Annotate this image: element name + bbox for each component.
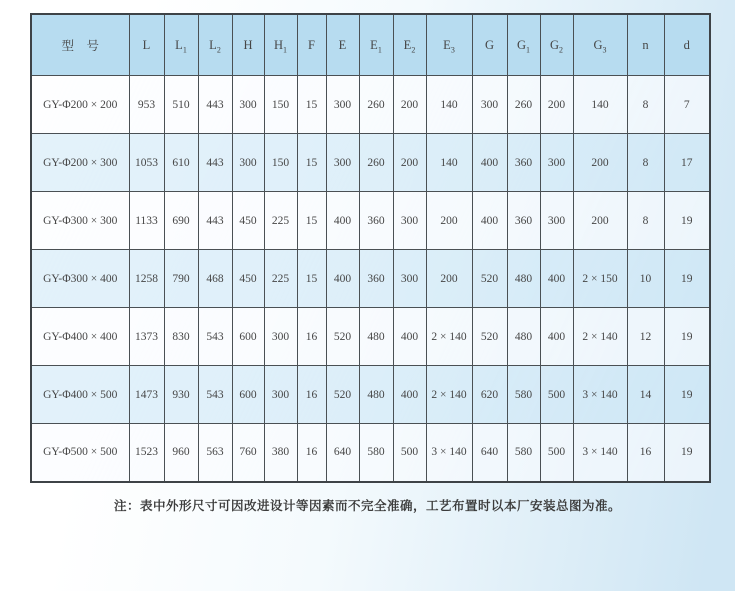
value-cell: 500: [393, 424, 426, 482]
value-cell: 225: [264, 250, 297, 308]
column-header: [359, 14, 393, 76]
value-cell: 480: [507, 250, 540, 308]
value-cell: 400: [326, 250, 359, 308]
value-cell: 300: [540, 192, 573, 250]
value-cell: 260: [359, 76, 393, 134]
column-header-label: H: [243, 37, 253, 52]
value-cell: 200: [426, 192, 472, 250]
value-cell: 15: [297, 134, 326, 192]
value-cell: 930: [164, 366, 198, 424]
model-cell: GY-Φ500 × 500: [31, 424, 129, 482]
table-header-row: [31, 14, 710, 76]
value-cell: 580: [507, 366, 540, 424]
column-header: [129, 14, 164, 76]
value-cell: 450: [232, 250, 264, 308]
value-cell: 200: [573, 134, 627, 192]
column-header-subscript: 2: [411, 45, 416, 54]
column-header: [573, 14, 627, 76]
column-header: [540, 14, 573, 76]
value-cell: 400: [472, 192, 507, 250]
value-cell: 1373: [129, 308, 164, 366]
column-header-label: G: [516, 37, 527, 52]
column-header-label: G: [549, 37, 560, 52]
value-cell: 520: [472, 308, 507, 366]
value-cell: 300: [393, 250, 426, 308]
column-header-label: E: [338, 37, 347, 52]
table-body: [31, 76, 710, 482]
value-cell: 520: [326, 366, 359, 424]
column-header-subscript: 1: [283, 45, 288, 54]
model-cell: GY-Φ400 × 500: [31, 366, 129, 424]
value-cell: 15: [297, 250, 326, 308]
table-row: [31, 308, 710, 366]
column-header: [31, 14, 129, 76]
value-cell: 8: [627, 134, 664, 192]
value-cell: 690: [164, 192, 198, 250]
column-header-label: L: [142, 37, 151, 52]
model-cell: GY-Φ300 × 300: [31, 192, 129, 250]
column-header: [507, 14, 540, 76]
value-cell: 790: [164, 250, 198, 308]
value-cell: 300: [540, 134, 573, 192]
value-cell: 16: [297, 308, 326, 366]
column-header-subscript: 2: [559, 45, 564, 54]
table-row: [31, 424, 710, 482]
value-cell: 400: [540, 250, 573, 308]
column-header-label: L: [175, 37, 183, 52]
table-row: [31, 250, 710, 308]
value-cell: 543: [198, 366, 232, 424]
value-cell: 300: [232, 76, 264, 134]
value-cell: 480: [507, 308, 540, 366]
value-cell: 3 × 140: [426, 424, 472, 482]
column-header-label: L: [209, 37, 217, 52]
value-cell: 960: [164, 424, 198, 482]
value-cell: 640: [472, 424, 507, 482]
value-cell: 2 × 140: [426, 366, 472, 424]
value-cell: 300: [326, 134, 359, 192]
value-cell: 760: [232, 424, 264, 482]
value-cell: 400: [326, 192, 359, 250]
column-header-label: d: [683, 37, 690, 52]
value-cell: 360: [359, 192, 393, 250]
value-cell: 500: [540, 366, 573, 424]
value-cell: 200: [540, 76, 573, 134]
value-cell: 543: [198, 308, 232, 366]
value-cell: 360: [507, 192, 540, 250]
value-cell: 140: [573, 76, 627, 134]
value-cell: 17: [664, 134, 710, 192]
value-cell: 19: [664, 192, 710, 250]
column-header: [264, 14, 297, 76]
column-header: [326, 14, 359, 76]
column-header: [472, 14, 507, 76]
table-row: [31, 366, 710, 424]
column-header-subscript: 1: [182, 45, 187, 54]
column-header: [393, 14, 426, 76]
value-cell: 19: [664, 366, 710, 424]
value-cell: 443: [198, 134, 232, 192]
value-cell: 8: [627, 76, 664, 134]
column-header: [198, 14, 232, 76]
value-cell: 468: [198, 250, 232, 308]
value-cell: 16: [297, 424, 326, 482]
value-cell: 580: [507, 424, 540, 482]
column-header-subscript: 3: [602, 45, 607, 54]
value-cell: 580: [359, 424, 393, 482]
column-header-subscript: 1: [377, 45, 382, 54]
value-cell: 640: [326, 424, 359, 482]
value-cell: 400: [393, 366, 426, 424]
value-cell: 300: [232, 134, 264, 192]
value-cell: 300: [264, 366, 297, 424]
column-header-label: E: [403, 37, 412, 52]
value-cell: 450: [232, 192, 264, 250]
table-row: [31, 134, 710, 192]
value-cell: 260: [359, 134, 393, 192]
value-cell: 200: [393, 76, 426, 134]
value-cell: 2 × 150: [573, 250, 627, 308]
value-cell: 260: [507, 76, 540, 134]
value-cell: 300: [326, 76, 359, 134]
value-cell: 19: [664, 250, 710, 308]
value-cell: 520: [472, 250, 507, 308]
value-cell: 610: [164, 134, 198, 192]
value-cell: 563: [198, 424, 232, 482]
column-header: [164, 14, 198, 76]
value-cell: 10: [627, 250, 664, 308]
value-cell: 360: [507, 134, 540, 192]
value-cell: 443: [198, 76, 232, 134]
value-cell: 3 × 140: [573, 424, 627, 482]
value-cell: 500: [540, 424, 573, 482]
value-cell: 2 × 140: [426, 308, 472, 366]
value-cell: 953: [129, 76, 164, 134]
column-header: [627, 14, 664, 76]
model-cell: GY-Φ300 × 400: [31, 250, 129, 308]
spec-table: [30, 13, 711, 483]
column-header-label: F: [308, 37, 315, 52]
column-header-label: E: [370, 37, 378, 52]
value-cell: 140: [426, 76, 472, 134]
value-cell: 19: [664, 424, 710, 482]
column-header-subscript: 2: [216, 45, 221, 54]
column-header-label: G: [484, 37, 495, 52]
table-header: [31, 14, 710, 76]
value-cell: 7: [664, 76, 710, 134]
value-cell: 15: [297, 76, 326, 134]
column-header: [232, 14, 264, 76]
value-cell: 19: [664, 308, 710, 366]
column-header: [426, 14, 472, 76]
model-cell: GY-Φ200 × 300: [31, 134, 129, 192]
value-cell: 380: [264, 424, 297, 482]
value-cell: 830: [164, 308, 198, 366]
value-cell: 360: [359, 250, 393, 308]
model-cell: GY-Φ200 × 200: [31, 76, 129, 134]
value-cell: 150: [264, 134, 297, 192]
value-cell: 200: [393, 134, 426, 192]
value-cell: 443: [198, 192, 232, 250]
value-cell: 510: [164, 76, 198, 134]
value-cell: 300: [472, 76, 507, 134]
value-cell: 1523: [129, 424, 164, 482]
table-row: [31, 76, 710, 134]
value-cell: 600: [232, 308, 264, 366]
value-cell: 3 × 140: [573, 366, 627, 424]
column-header-subscript: 3: [450, 45, 455, 54]
value-cell: 1133: [129, 192, 164, 250]
column-header: [664, 14, 710, 76]
value-cell: 600: [232, 366, 264, 424]
value-cell: 400: [540, 308, 573, 366]
value-cell: 480: [359, 366, 393, 424]
value-cell: 1473: [129, 366, 164, 424]
model-cell: GY-Φ400 × 400: [31, 308, 129, 366]
value-cell: 150: [264, 76, 297, 134]
value-cell: 200: [573, 192, 627, 250]
value-cell: 480: [359, 308, 393, 366]
column-header-label: E: [443, 37, 451, 52]
value-cell: 15: [297, 192, 326, 250]
value-cell: 1053: [129, 134, 164, 192]
value-cell: 520: [326, 308, 359, 366]
value-cell: 300: [393, 192, 426, 250]
column-header-label: n: [642, 37, 649, 52]
table-row: [31, 192, 710, 250]
value-cell: 2 × 140: [573, 308, 627, 366]
footnote: 注：表中外形尺寸可因改进设计等因素而不完全准确，工艺布置时以本厂安装总图为准。: [113, 498, 621, 513]
value-cell: 300: [264, 308, 297, 366]
value-cell: 1258: [129, 250, 164, 308]
column-header-subscript: 1: [526, 45, 531, 54]
value-cell: 400: [472, 134, 507, 192]
value-cell: 400: [393, 308, 426, 366]
value-cell: 225: [264, 192, 297, 250]
value-cell: 8: [627, 192, 664, 250]
value-cell: 620: [472, 366, 507, 424]
value-cell: 200: [426, 250, 472, 308]
value-cell: 16: [297, 366, 326, 424]
column-header-label: H: [273, 37, 284, 52]
value-cell: 12: [627, 308, 664, 366]
column-header: [297, 14, 326, 76]
value-cell: 140: [426, 134, 472, 192]
column-header-label: G: [593, 37, 603, 52]
value-cell: 16: [627, 424, 664, 482]
column-header-label: 型 号: [61, 39, 99, 53]
value-cell: 14: [627, 366, 664, 424]
